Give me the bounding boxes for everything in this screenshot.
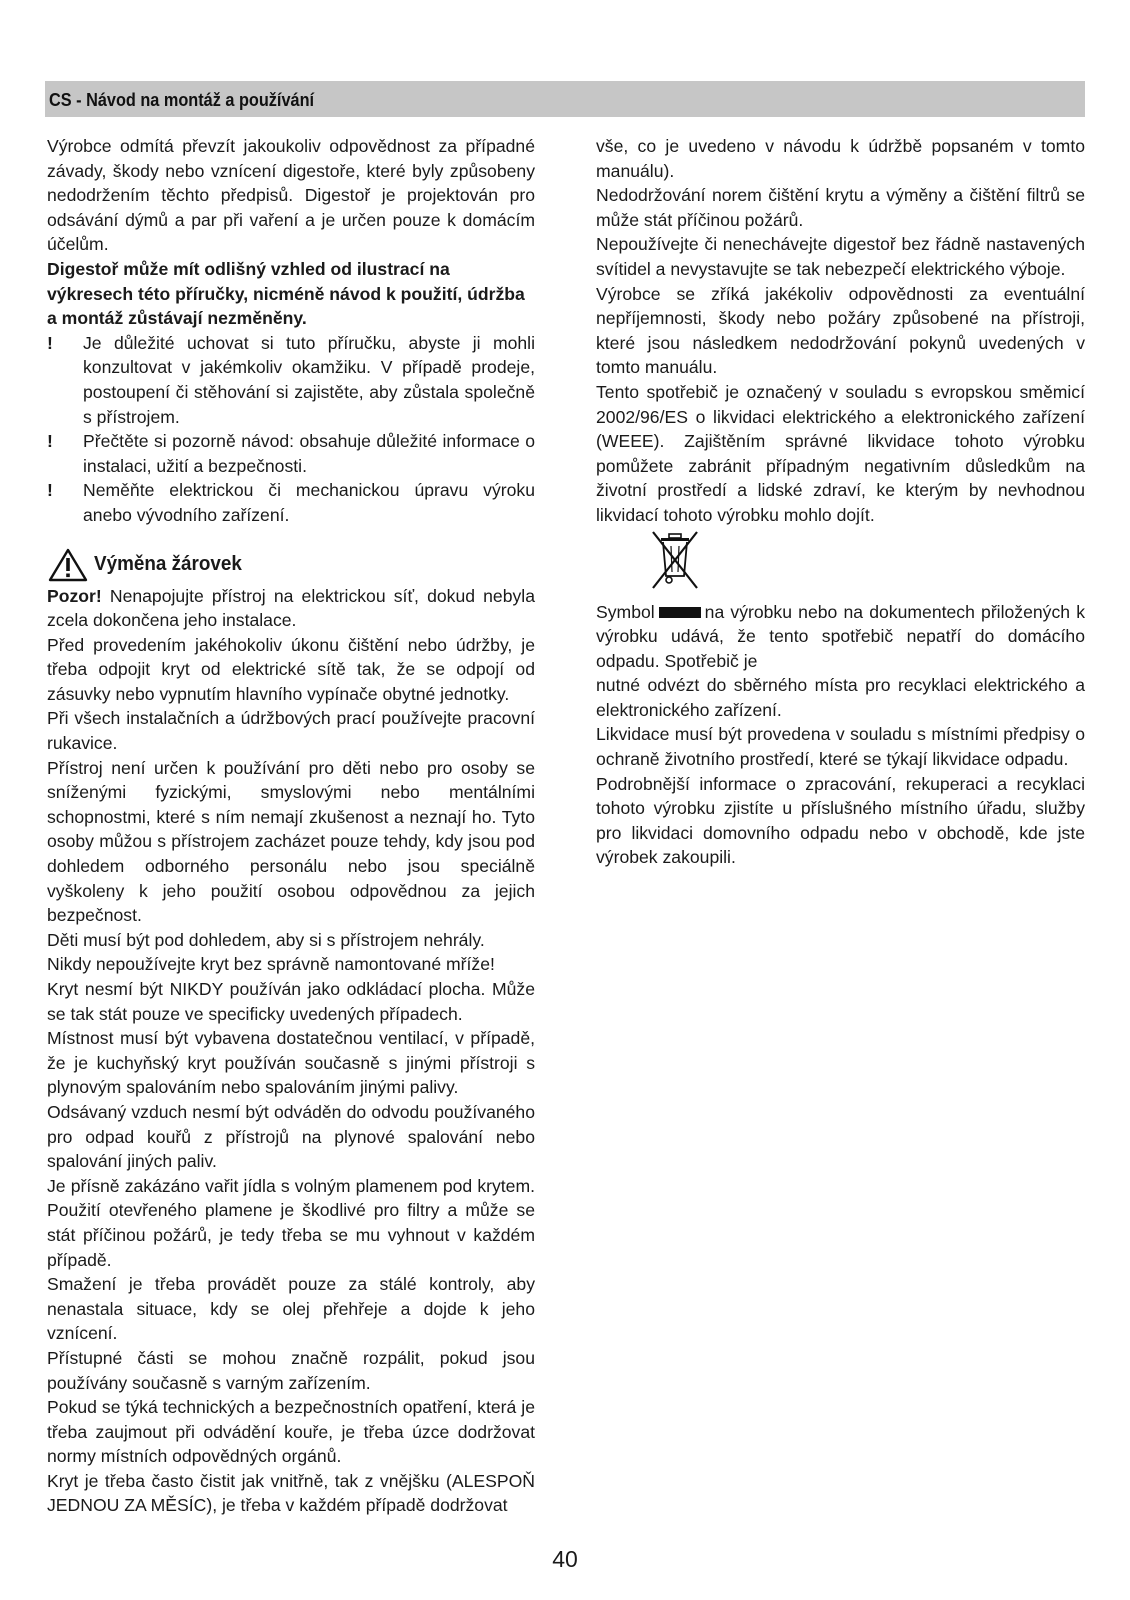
- warning-text: Přečtěte si pozorně návod: obsahuje důležité informace o instalaci, užití a bezpečnosti.: [83, 431, 535, 476]
- warning-item: [47, 429, 535, 478]
- exclamation-mark: !: [47, 431, 53, 452]
- body-paragraph: Odsávaný vzduch nesmí být odváděn do odvodu používaného pro odpad kouřů z přístrojů na plynové spalování nebo spalování jiných paliv.: [47, 1101, 535, 1172]
- body-paragraph: Pokud se týká technických a bezpečnostních opatření, která je třeba zaujmout při odvádění kouře, je třeba úzce dodržovat normy místních odpovědných orgánů.: [47, 1397, 535, 1467]
- symbol-paragraph: [596, 600, 1085, 674]
- body-paragraph: Přístroj není určen k používání pro děti nebo pro osoby se sníženými fyzickými, smyslovými nebo mentálními schopnostmi, které s ním nemají zkušenost a neznají ho. Tyto osoby můžou s přístrojem zacházet pouze tehdy, kdy jsou pod dohledem odborného personálu nebo jsou speciálně vyškoleny k jeho použití osobou odpovědnou za jejich bezpečnost.: [47, 757, 535, 926]
- left-column: [47, 134, 535, 1518]
- warning-text: Je důležité uchovat si tuto příručku, abyste ji mohli konzultovat v jakémkoliv okamžiku. V případě prodeje, postoupení či stěhování si zajistěte, aby zůstala společně s přístrojem.: [83, 332, 535, 427]
- body-paragraph: Tento spotřebič je označený v souladu s evropskou směmicí 2002/96/ES o likvidaci elektrického a elektronického zařízení (WEEE). Zajištěním správné likvidace tohoto výrobku pomůžete zabránit případným negativním důsledkům na životní prostředí a lidské zdraví, ke kterým by nevhodnou likvidací tohoto výrobku mohlo dojít.: [596, 381, 1085, 525]
- page-title: CS - Návod na montáž a používání: [49, 89, 315, 110]
- section-header-bar: [45, 81, 1085, 117]
- section-heading: [47, 547, 535, 583]
- pozor-text: Nenapojujte přístroj na elektrickou síť, dokud nebyla zcela dokončena jeho instalace.: [47, 585, 535, 631]
- body-paragraph: Přístupné části se mohou značně rozpálit, pokud jsou používány současně s varným zařízením.: [47, 1347, 535, 1393]
- warning-item: [47, 331, 535, 429]
- pozor-paragraph: [47, 584, 535, 633]
- body-paragraph: Místnost musí být vybavena dostatečnou ventilací, v případě, že je kuchyňský kryt používán současně s jinými přístroji s plynovým spalováním nebo spalováním jinými palivy.: [47, 1028, 535, 1098]
- crossed-out-wheelie-bin-icon: [649, 530, 701, 592]
- body-paragraph: Výrobce se zříká jakékoliv odpovědnosti za eventuální nepříjemnosti, škody nebo požáry způsobené na přístroji, které jsou následkem nedodržování pokynů uvedených v tomto manuálu.: [596, 283, 1085, 378]
- warning-triangle-icon: [47, 547, 89, 583]
- body-paragraph: Kryt je třeba často čistit jak vnitřně, tak z vnějšku (ALESPOŇ JEDNOU ZA MĚSÍC), je třeba v každém případě dodržovat: [47, 1470, 535, 1516]
- intro-paragraph: Výrobce odmítá převzít jakoukoliv odpovědnost za případné závady, škody nebo vznícení digestoře, které byly způsobeny nedodržením těchto předpisů. Digestoř je projektován pro odsávání dýmů a par při vaření a je určen pouze k domácím účelům.: [47, 136, 535, 255]
- warning-text: Neměňte elektrickou či mechanickou úpravu výroku anebo vývodního zařízení.: [83, 480, 535, 525]
- body-paragraph: Nepoužívejte či nenechávejte digestoř bez řádně nastavených svítidel a nevystavujte se tak nebezpečí elektrického výboje.: [596, 234, 1085, 279]
- body-paragraph: Nedodržování norem čištění krytu a výměny a čištění filtrů se může stát příčinou požárů.: [596, 185, 1085, 230]
- page-number: 40: [552, 1546, 578, 1572]
- exclamation-mark: !: [47, 480, 53, 501]
- body-paragraph: Smažení je třeba provádět pouze za stálé kontroly, aby nenastala situace, kdy se olej přehřeje a dojde k jeho vznícení.: [47, 1274, 535, 1344]
- weee-symbol-area: [596, 530, 1085, 600]
- exclamation-mark: !: [47, 332, 53, 353]
- symbol-suffix: na výrobku nebo na dokumentech přiložených k výrobku udává, že tento spotřebič nepatří do domácího odpadu. Spotřebič je: [596, 601, 1085, 671]
- pozor-label: Pozor!: [47, 585, 102, 606]
- body-paragraph: Při všech instalačních a údržbových prací používejte pracovní rukavice.: [47, 708, 535, 754]
- body-paragraph: Nikdy nepoužívejte kryt bez správně namontované mříže!: [47, 954, 495, 975]
- body-paragraph: Děti musí být pod dohledem, aby si s přístrojem nehrály.: [47, 929, 485, 950]
- body-paragraph: Kryt nesmí být NIKDY používán jako odkládací plocha. Může se tak stát pouze ve specificky uvedených případech.: [47, 979, 535, 1024]
- body-paragraph: nutné odvézt do sběrného místa pro recyklaci elektrického a elektronického zařízení.: [596, 675, 1085, 720]
- body-paragraph: vše, co je uvedeno v návodu k údržbě popsaném v tomto manuálu).: [596, 136, 1085, 181]
- section-title: Výměna žárovek: [94, 552, 242, 576]
- body-paragraph: Je přísně zakázáno vařit jídla s volným plamenem pod krytem. Použití otevřeného plamene je škodlivé pro filtry a může se stát příčinou požárů, je tedy třeba se mu vyhnout v každém případě.: [47, 1175, 535, 1270]
- symbol-prefix: Symbol: [596, 601, 655, 622]
- black-bar-symbol-icon: [659, 607, 701, 618]
- body-paragraph: Podrobnější informace o zpracování, rekuperaci a recyklaci tohoto výrobku zjistíte u příslušného místního úřadu, služby pro likvidaci domovního odpadu nebo v obchodě, kde jste výrobek zakoupili.: [596, 773, 1085, 868]
- body-paragraph: Likvidace musí být provedena v souladu s místními předpisy o ochraně životního prostředí, které se týkají likvidace odpadu.: [596, 724, 1085, 770]
- bold-note: Digestoř může mít odlišný vzhled od ilustrací na výkresech této příručky, nicméně návod k použití, údržba a montáž zůstávají nezměněny.: [47, 258, 525, 329]
- right-column: [596, 134, 1085, 870]
- warning-item: [47, 478, 535, 527]
- body-paragraph: Před provedením jakéhokoliv úkonu čištění nebo údržby, je třeba odpojit kryt od elektrické sítě tak, že se odpojí od zásuvky nebo vypnutím hlavního vypínače obytné jednotky.: [47, 634, 535, 704]
